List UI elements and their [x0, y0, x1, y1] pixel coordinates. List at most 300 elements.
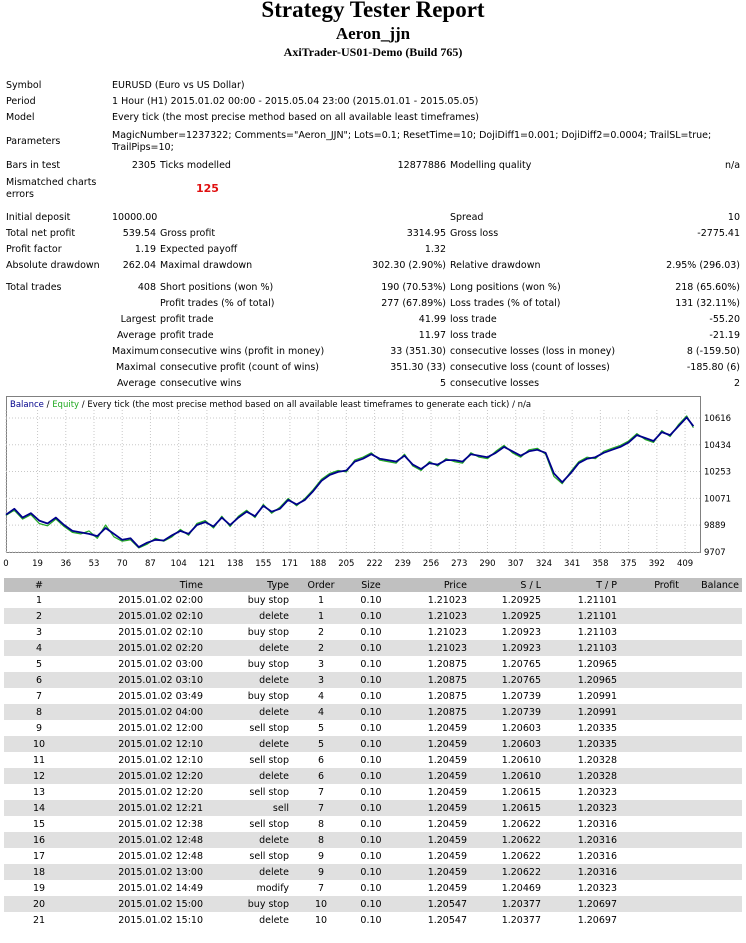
model-value: Every tick (the most precise method based on all available least timeframes): [112, 112, 480, 123]
cell-profit: [620, 672, 682, 688]
cell-order: 2: [292, 640, 350, 656]
cell-balance: [682, 832, 742, 848]
maximal-loss-value: -185.80 (6): [686, 362, 741, 373]
table-row: [4, 784, 742, 800]
cell-profit: [620, 784, 682, 800]
x-tick-label: 36: [60, 559, 72, 569]
cell-sl: 1.20469: [501, 882, 541, 894]
cell-profit: [620, 592, 682, 608]
x-tick-label: 273: [451, 559, 468, 569]
cell-tp: 1.21101: [544, 608, 620, 624]
cell-time: 2015.01.02 02:10: [74, 608, 206, 624]
cell-sl: 1.20622: [501, 818, 541, 830]
max-dd-label: Maximal drawdown: [160, 260, 253, 271]
avg-cons-label: Average: [116, 378, 156, 389]
loss-trades-value: 131 (32.11%): [675, 298, 741, 309]
max-dd-value: 302.30 (2.90%): [372, 260, 446, 271]
cell-price: 1.20459: [427, 754, 467, 766]
cell-order: 8: [292, 832, 350, 848]
maximal-loss-label: consecutive loss (count of losses): [450, 362, 610, 373]
x-tick-label: 239: [394, 559, 411, 569]
cell-num: 2: [4, 608, 74, 624]
table-row: [4, 608, 742, 624]
balance-chart: [3, 396, 740, 570]
profit-trades-label: Profit trades (% of total): [160, 298, 275, 309]
cell-profit: [620, 736, 682, 752]
cell-balance: [682, 704, 742, 720]
largest-profit-label: profit trade: [160, 314, 214, 325]
cell-price: 1.20459: [392, 736, 470, 752]
cell-num: 5: [35, 658, 43, 670]
cell-tp: 1.20323: [544, 800, 620, 816]
cell-time: 2015.01.02 12:20: [118, 786, 203, 798]
cell-sl: 1.20622: [501, 850, 541, 862]
cell-tp: 1.21101: [577, 594, 617, 606]
cell-price: 1.21023: [427, 594, 467, 606]
cell-num: 16: [4, 832, 74, 848]
y-tick-label: 10616: [704, 413, 732, 424]
cell-price: 1.20459: [427, 786, 467, 798]
cell-price: 1.20459: [427, 818, 467, 830]
table-row: [4, 848, 742, 864]
x-tick-label: 87: [145, 559, 156, 569]
cell-profit: [620, 832, 682, 848]
cell-tp: 1.20991: [544, 704, 620, 720]
cell-time: 2015.01.02 02:10: [118, 626, 203, 638]
cell-type: delete: [206, 672, 292, 688]
x-tick-label: 290: [479, 559, 496, 569]
cell-profit: [620, 896, 682, 912]
cell-order: 4: [317, 690, 325, 702]
col-header-sl: S / L: [470, 578, 544, 592]
cell-order: 10: [292, 896, 350, 912]
cell-tp: 1.20316: [544, 864, 620, 880]
cell-size: 0.10: [360, 754, 382, 766]
col-header-profit: Profit: [620, 578, 682, 592]
cell-order: 1: [292, 608, 350, 624]
cell-sl: 1.20603: [501, 722, 541, 734]
cell-num: 8: [4, 704, 74, 720]
x-tick-label: 222: [366, 559, 383, 569]
balance-chart-svg: [3, 396, 740, 570]
cell-order: 9: [317, 850, 325, 862]
cell-size: 0.10: [350, 672, 392, 688]
mismatched-value: 125: [196, 181, 219, 195]
initial-deposit-value: 10000.00: [112, 212, 158, 223]
cell-time: 2015.01.02 03:49: [118, 690, 203, 702]
expected-payoff-value: 1.32: [424, 244, 446, 255]
x-tick-label: 121: [198, 559, 216, 569]
cell-size: 0.10: [350, 640, 392, 656]
cell-profit: [620, 848, 682, 864]
cell-num: 10: [4, 736, 74, 752]
cell-order: 7: [317, 786, 325, 798]
period-value: 1 Hour (H1) 2015.01.02 00:00 - 2015.05.04 23:00 (2015.01.01 - 2015.05.05): [112, 96, 479, 107]
cell-order: 7: [317, 882, 325, 894]
x-tick-label: 409: [676, 559, 694, 569]
cell-time: 2015.01.02 12:48: [118, 850, 203, 862]
cell-tp: 1.20323: [577, 882, 617, 894]
cell-balance: [682, 816, 742, 832]
cell-profit: [620, 608, 682, 624]
y-tick-label: 9707: [704, 548, 726, 558]
cell-sl: 1.20615: [470, 800, 544, 816]
cell-sl: 1.20925: [470, 608, 544, 624]
net-profit-value: 539.54: [122, 228, 156, 239]
cell-balance: [682, 912, 742, 928]
cell-balance: [682, 688, 742, 704]
table-row: [4, 880, 742, 896]
table-row: [4, 736, 742, 752]
cell-size: 0.10: [350, 896, 392, 912]
cell-num: 6: [4, 672, 74, 688]
cell-price: 1.20875: [392, 704, 470, 720]
cell-order: 2: [317, 626, 325, 638]
cell-balance: [682, 640, 742, 656]
parameters-value: MagicNumber=1237322; Comments="Aeron_JJN"; Lots=0.1; ResetTime=10; DojiDiff1=0.001; DojiDiff2=0.0004; TrailSL=true; TrailPips=10;: [112, 130, 712, 153]
profit-factor-value: 1.19: [134, 244, 156, 255]
deals-table: [4, 578, 742, 928]
col-header-tp: T / P: [544, 578, 620, 592]
maximal-profit-label: consecutive profit (count of wins): [160, 362, 320, 373]
total-trades-value: 408: [137, 282, 156, 293]
cell-time: 2015.01.02 12:21: [74, 800, 206, 816]
cell-tp: 1.20697: [577, 914, 617, 926]
cell-order: 3: [292, 672, 350, 688]
table-row: [4, 640, 742, 656]
cell-sl: 1.20610: [470, 768, 544, 784]
quality-label: Modelling quality: [450, 160, 532, 171]
cell-price: 1.20875: [392, 672, 470, 688]
largest-label: Largest: [120, 314, 156, 325]
x-tick-label: 171: [281, 559, 299, 569]
cell-tp: 1.20965: [544, 672, 620, 688]
cell-type: buy stop: [247, 594, 289, 606]
col-header-order: Order: [292, 578, 350, 592]
symbol-value: EURUSD (Euro vs US Dollar): [112, 80, 245, 91]
net-profit-label: Total net profit: [6, 228, 76, 239]
cell-order: 3: [317, 658, 325, 670]
cell-num: 19: [32, 882, 46, 894]
cell-profit: [620, 640, 682, 656]
table-row: [4, 720, 742, 736]
ticks-value: 12877886: [397, 160, 446, 171]
average-label: Average: [116, 330, 156, 341]
short-value: 190 (70.53%): [381, 282, 446, 293]
summary-table: [4, 78, 742, 392]
col-header-time: Time: [74, 578, 206, 592]
cell-balance: [682, 656, 742, 672]
cell-type: delete: [206, 768, 292, 784]
initial-deposit-label: Initial deposit: [6, 212, 71, 223]
x-tick-label: 188: [310, 559, 327, 569]
y-tick-label: 9889: [704, 521, 726, 532]
cell-sl: 1.20377: [470, 896, 544, 912]
profit-factor-label: Profit factor: [6, 244, 62, 255]
cell-size: 0.10: [350, 832, 392, 848]
cell-profit: [620, 912, 682, 928]
cell-sl: 1.20377: [501, 914, 541, 926]
cell-tp: 1.20328: [577, 754, 617, 766]
cell-profit: [620, 704, 682, 720]
cell-num: 4: [4, 640, 74, 656]
cell-profit: [620, 720, 682, 736]
cell-type: delete: [206, 704, 292, 720]
mismatched-label: Mismatched charts errors: [6, 177, 97, 200]
cell-profit: [620, 768, 682, 784]
cell-sl: 1.20739: [501, 690, 541, 702]
cell-type: sell: [206, 800, 292, 816]
x-tick-label: 392: [648, 559, 665, 569]
table-row: [4, 592, 742, 608]
x-tick-label: 70: [116, 559, 128, 569]
cell-size: 0.10: [360, 722, 382, 734]
symbol-label: Symbol: [6, 80, 42, 91]
cell-order: 8: [317, 818, 325, 830]
cell-balance: [682, 720, 742, 736]
deals-header-row: [4, 578, 742, 592]
cell-sl: 1.20615: [501, 786, 541, 798]
abs-dd-value: 262.04: [122, 260, 156, 271]
avg-cons-wins-label: consecutive wins: [160, 378, 242, 389]
cell-price: 1.20459: [392, 832, 470, 848]
largest-profit-value: 41.99: [418, 314, 446, 325]
x-tick-label: 307: [507, 559, 524, 569]
x-tick-label: 19: [32, 559, 43, 569]
table-row: [4, 688, 742, 704]
cell-tp: 1.20991: [577, 690, 617, 702]
cell-type: modify: [256, 882, 289, 894]
cell-price: 1.21023: [392, 640, 470, 656]
cell-tp: 1.20316: [544, 832, 620, 848]
average-profit-label: profit trade: [160, 330, 214, 341]
loss-trades-label: Loss trades (% of total): [450, 298, 561, 309]
cell-num: 9: [35, 722, 43, 734]
cell-size: 0.10: [360, 690, 382, 702]
cell-sl: 1.20622: [470, 864, 544, 880]
cell-time: 2015.01.02 02:20: [74, 640, 206, 656]
cell-size: 0.10: [350, 704, 392, 720]
cell-balance: [682, 800, 742, 816]
cell-price: 1.20547: [427, 914, 467, 926]
col-header-price: Price: [392, 578, 470, 592]
cell-tp: 1.21103: [544, 640, 620, 656]
cell-size: 0.10: [360, 882, 382, 894]
cell-size: 0.10: [360, 626, 382, 638]
cell-type: delete: [206, 832, 292, 848]
server-build: AxiTrader-US01-Demo (Build 765): [283, 45, 463, 59]
cell-profit: [620, 800, 682, 816]
deals-body: [4, 592, 742, 928]
cell-sl: 1.20603: [470, 736, 544, 752]
cell-balance: [682, 784, 742, 800]
cell-order: 6: [292, 768, 350, 784]
chart-frame: [7, 397, 701, 553]
cell-tp: 1.20965: [577, 658, 617, 670]
table-row: [4, 800, 742, 816]
report-title: Strategy Tester Report: [261, 0, 485, 22]
cell-order: 6: [317, 754, 325, 766]
x-tick-label: 104: [170, 559, 187, 569]
rel-dd-label: Relative drawdown: [450, 260, 541, 271]
cell-size: 0.10: [350, 864, 392, 880]
period-label: Period: [6, 96, 36, 107]
cell-type: buy stop: [206, 896, 292, 912]
long-label: Long positions (won %): [450, 282, 561, 293]
table-row: [4, 656, 742, 672]
avg-cons-losses-label: consecutive losses: [450, 378, 540, 389]
x-tick-label: 53: [88, 559, 100, 569]
cell-balance: [682, 624, 742, 640]
cell-num: 20: [4, 896, 74, 912]
cell-size: 0.10: [360, 818, 382, 830]
table-row: [4, 768, 742, 784]
cell-tp: 1.20323: [577, 786, 617, 798]
cell-size: 0.10: [350, 736, 392, 752]
maximal-profit-value: 351.30 (33): [390, 362, 446, 373]
cell-size: 0.10: [360, 594, 382, 606]
max-cons-losses-label: consecutive losses (loss in money): [450, 346, 616, 357]
table-row: [4, 816, 742, 832]
cell-balance: [682, 864, 742, 880]
cell-time: 2015.01.02 12:38: [118, 818, 203, 830]
cell-balance: [682, 736, 742, 752]
avg-cons-wins-value: 5: [439, 378, 446, 389]
cell-profit: [620, 880, 682, 896]
cell-type: sell stop: [249, 786, 289, 798]
cell-num: 1: [35, 594, 43, 606]
cell-balance: [682, 752, 742, 768]
cell-price: 1.21023: [392, 608, 470, 624]
rel-dd-value: 2.95% (296.03): [666, 260, 741, 271]
cell-tp: 1.20697: [544, 896, 620, 912]
x-tick-label: 375: [620, 559, 637, 569]
cell-type: delete: [206, 864, 292, 880]
cell-tp: 1.20328: [544, 768, 620, 784]
cell-price: 1.20875: [427, 658, 467, 670]
cell-price: 1.20459: [392, 768, 470, 784]
y-tick-label: 10071: [704, 494, 732, 505]
cell-num: 11: [32, 754, 46, 766]
spread-value: 10: [727, 212, 741, 223]
cell-price: 1.20459: [427, 722, 467, 734]
cell-tp: 1.20316: [577, 818, 617, 830]
cell-type: delete: [206, 608, 292, 624]
cell-size: 0.10: [360, 850, 382, 862]
cell-num: 15: [32, 818, 46, 830]
max-cons-wins-value: 33 (351.30): [390, 346, 446, 357]
cell-time: 2015.01.02 12:10: [118, 754, 203, 766]
legend-equity: Equity: [52, 400, 80, 410]
cell-sl: 1.20923: [501, 626, 541, 638]
parameters-label: Parameters: [6, 136, 61, 147]
bars-value: 2305: [131, 160, 156, 171]
table-row: [4, 752, 742, 768]
average-loss-value: -21.19: [709, 330, 741, 341]
cell-sl: 1.20622: [470, 832, 544, 848]
table-row: [4, 672, 742, 688]
cell-num: 3: [35, 626, 43, 638]
x-tick-label: 341: [564, 559, 581, 569]
cell-num: 17: [32, 850, 46, 862]
cell-type: delete: [206, 640, 292, 656]
cell-size: 0.10: [360, 914, 382, 926]
x-tick-label: 205: [338, 559, 355, 569]
cell-price: 1.21023: [427, 626, 467, 638]
table-row: [4, 624, 742, 640]
y-tick-label: 10253: [704, 467, 732, 478]
cell-num: 12: [4, 768, 74, 784]
cell-price: 1.20459: [392, 800, 470, 816]
cell-type: sell stop: [249, 722, 289, 734]
cell-price: 1.20459: [427, 850, 467, 862]
x-tick-label: 324: [535, 559, 553, 569]
max-cons-wins-label: consecutive wins (profit in money): [160, 346, 325, 357]
max-cons-losses-value: 8 (-159.50): [686, 346, 741, 357]
short-label: Short positions (won %): [160, 282, 274, 293]
cell-order: 10: [314, 914, 328, 926]
cell-size: 0.10: [360, 786, 382, 798]
col-header-type: Type: [206, 578, 292, 592]
cell-type: sell stop: [249, 754, 289, 766]
model-label: Model: [6, 112, 35, 123]
x-tick-label: 138: [227, 559, 244, 569]
x-tick-label: 256: [422, 559, 440, 569]
expected-payoff-label: Expected payoff: [160, 244, 238, 255]
cell-num: 7: [35, 690, 43, 702]
cell-time: 2015.01.02 02:00: [118, 594, 203, 606]
cell-tp: 1.20316: [577, 850, 617, 862]
cell-order: 5: [292, 736, 350, 752]
cell-balance: [682, 768, 742, 784]
cell-price: 1.20547: [392, 896, 470, 912]
cell-type: buy stop: [247, 626, 289, 638]
x-tick-label: 358: [592, 559, 609, 569]
table-row: [4, 704, 742, 720]
y-tick-label: 10434: [704, 440, 732, 451]
cell-num: 14: [4, 800, 74, 816]
cell-sl: 1.20925: [501, 594, 541, 606]
bars-label: Bars in test: [6, 160, 61, 171]
cell-tp: 1.20335: [544, 736, 620, 752]
cell-size: 0.10: [360, 658, 382, 670]
cell-size: 0.10: [350, 800, 392, 816]
cell-type: sell stop: [249, 850, 289, 862]
expert-name: Aeron_jjn: [335, 24, 411, 43]
cell-profit: [620, 864, 682, 880]
cell-time: 2015.01.02 04:00: [74, 704, 206, 720]
legend-balance: Balance: [10, 400, 44, 410]
gross-profit-label: Gross profit: [160, 228, 216, 239]
cell-price: 1.20875: [427, 690, 467, 702]
cell-sl: 1.20610: [501, 754, 541, 766]
cell-type: buy stop: [247, 690, 289, 702]
cell-tp: 1.20335: [577, 722, 617, 734]
cell-balance: [682, 672, 742, 688]
cell-time: 2015.01.02 15:10: [118, 914, 203, 926]
table-row: [4, 912, 742, 928]
spread-label: Spread: [450, 212, 484, 223]
cell-time: 2015.01.02 13:00: [74, 864, 206, 880]
chart-legend: [10, 400, 531, 410]
table-row: [4, 864, 742, 880]
ticks-label: Ticks modelled: [160, 160, 231, 171]
maximal-label: Maximal: [116, 362, 156, 373]
cell-profit: [620, 816, 682, 832]
legend-separator: /: [43, 400, 53, 410]
cell-price: 1.20459: [427, 882, 467, 894]
x-tick-label: 155: [255, 559, 272, 569]
